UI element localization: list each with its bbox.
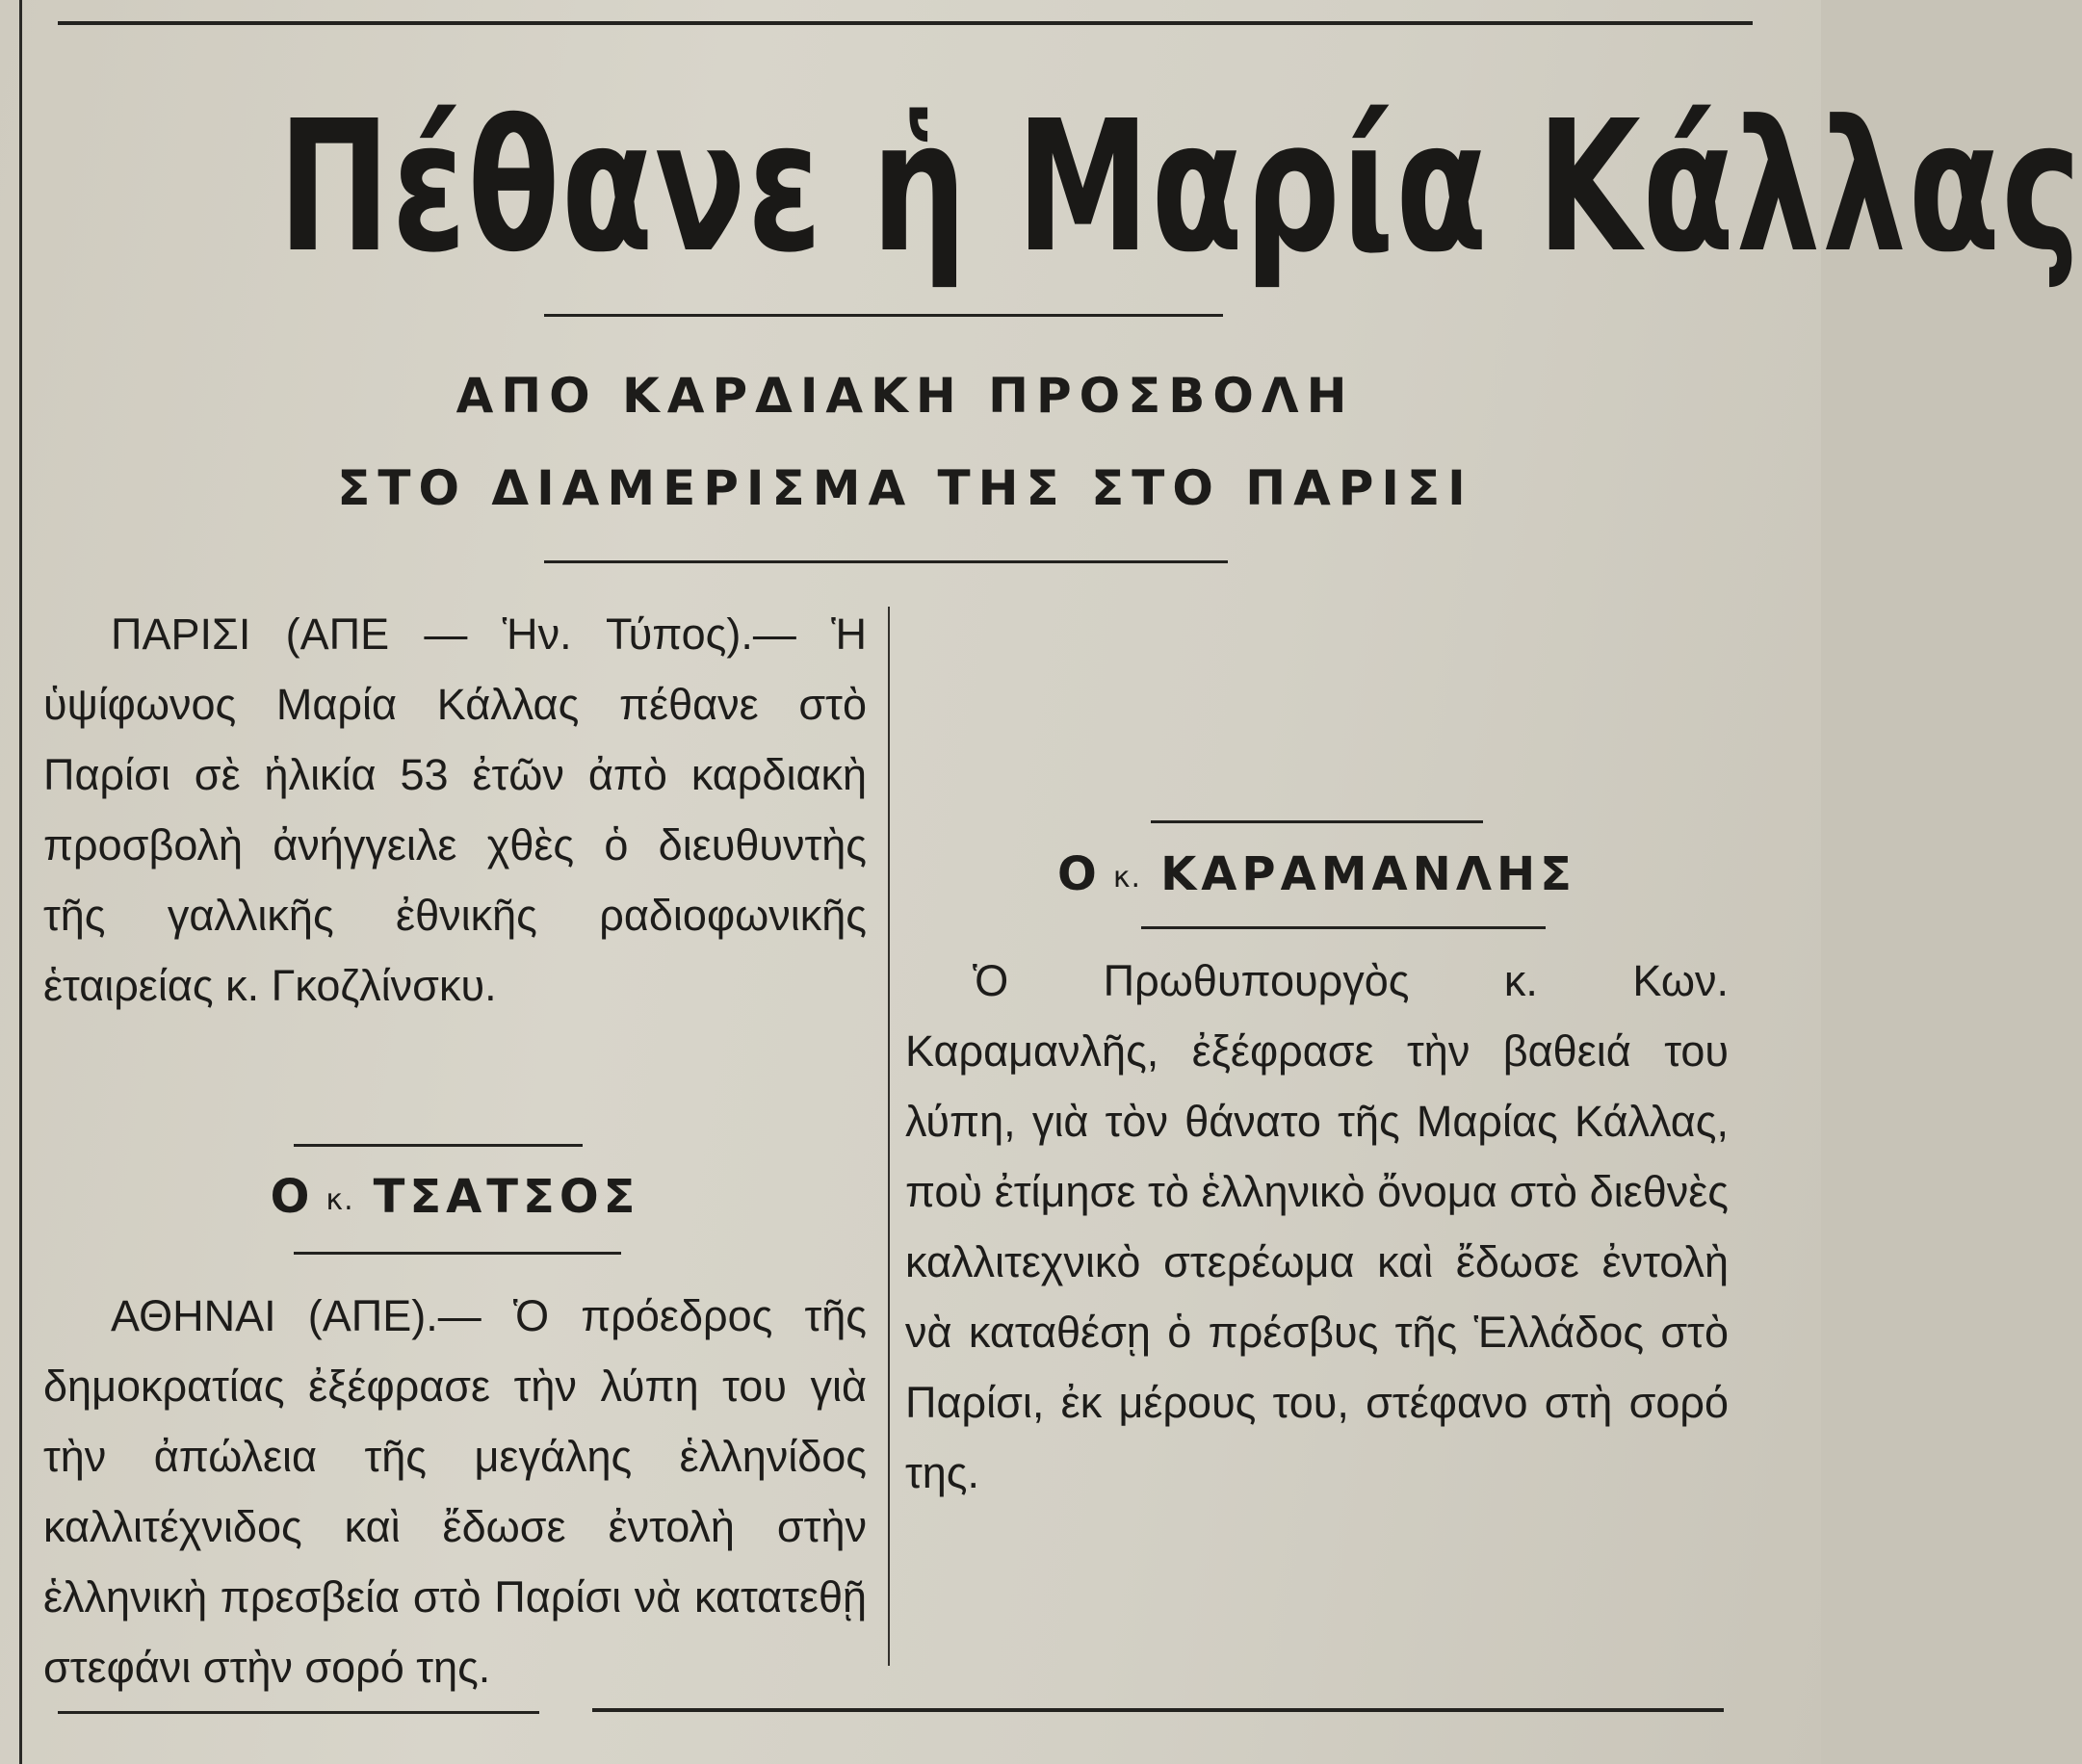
karamanlis-heading-prefix: Ο bbox=[1057, 847, 1102, 901]
bottom-rule-right bbox=[592, 1708, 1724, 1712]
tsatsos-heading bbox=[43, 1170, 867, 1224]
karamanlis-rule-top bbox=[1151, 820, 1483, 823]
tsatsos-report bbox=[43, 1281, 867, 1692]
tsatsos-heading-prefix: Ο bbox=[270, 1170, 315, 1224]
karamanlis-rule-bottom bbox=[1141, 926, 1546, 929]
subheadline-underline bbox=[544, 560, 1228, 563]
tsatsos-rule-top bbox=[294, 1144, 583, 1147]
subheadline-line-2: ΣΤΟ ΔΙΑΜΕΡΙΣΜΑ ΤΗΣ ΣΤΟ ΠΑΡΙΣΙ bbox=[337, 460, 1473, 516]
paris-paragraph: ΠΑΡΙΣΙ (ΑΠΕ — Ἡν. Τύπος).— Ἡ ὑψίφωνος Μαρία Κάλλας πέθανε στὸ Παρίσι σὲ ἡλικία 53 ἐτῶν ἀπὸ καρδιακὴ προσβολὴ ἀνήγγειλε χθὲς ὁ διευθυντὴς τῆς γαλλικῆς ἐθνικῆς ραδιοφωνικῆς ἑταιρείας κ. Γκοζλίνσκυ. bbox=[43, 610, 867, 1010]
karamanlis-report bbox=[905, 946, 1729, 1658]
subheadline-line-1: ΑΠΟ ΚΑΡΔΙΑΚΗ ΠΡΟΣΒΟΛΗ bbox=[455, 368, 1355, 424]
paris-report bbox=[43, 599, 867, 1100]
bottom-rule-left bbox=[58, 1711, 539, 1714]
karamanlis-heading-name: ΚΑΡΑΜΑΝΛΗΣ bbox=[1160, 847, 1576, 901]
karamanlis-paragraph: Ὁ Πρωθυπουργὸς κ. Κων. Καραμανλῆς, ἐξέφρασε τὴν βαθειά του λύπη, γιὰ τὸν θάνατο τῆς Μαρίας Κάλλας, ποὺ ἐτίμησε τὸ ἑλληνικὸ ὄνομα στὸ διεθνὲς καλλιτεχνικὸ στερέωμα καὶ ἔδωσε ἐντολὴ νὰ καταθέσῃ ὁ πρέσβυς τῆς Ἑλλάδος στὸ Παρίσι, ἐκ μέρους του, στέφανο στὴ σορό της. bbox=[905, 956, 1729, 1497]
headline-underline bbox=[544, 314, 1223, 317]
column-divider bbox=[888, 607, 890, 1666]
page-edge-rule bbox=[19, 0, 22, 1764]
tsatsos-heading-name: ΤΣΑΤΣΟΣ bbox=[373, 1170, 640, 1224]
tsatsos-rule-bottom bbox=[294, 1252, 621, 1255]
tsatsos-heading-title: κ. bbox=[325, 1182, 354, 1217]
top-rule bbox=[58, 21, 1753, 25]
tsatsos-paragraph: ΑΘΗΝΑΙ (ΑΠΕ).— Ὁ πρόεδρος τῆς δημοκρατίας ἐξέφρασε τὴν λύπη του γιὰ τὴν ἀπώλεια τῆς μεγάλης ἑλληνίδος καλλιτέχνιδος καὶ ἔδωσε ἐντολὴ στὴν ἑλληνικὴ πρεσβεία στὸ Παρίσι νὰ κατατεθῇ στεφάνι στὴν σορό της. bbox=[43, 1291, 867, 1692]
headline: Πέθανε ἡ Μαρία Κάλλας bbox=[277, 82, 2082, 293]
karamanlis-heading-title: κ. bbox=[1112, 860, 1142, 895]
karamanlis-heading bbox=[905, 847, 1729, 901]
